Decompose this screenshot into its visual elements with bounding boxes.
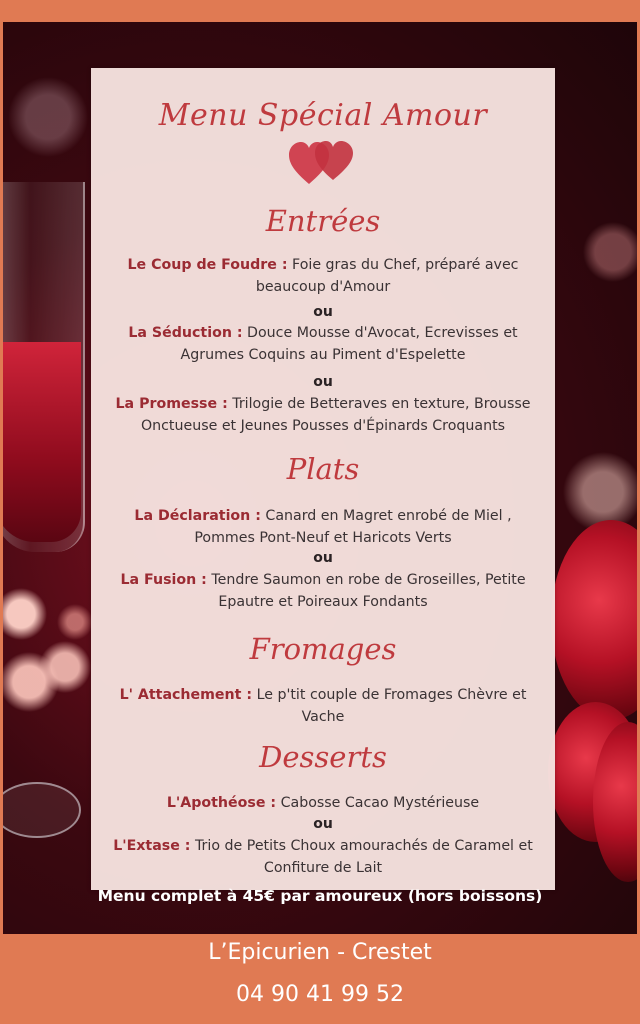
item-label: L' Attachement : [119,687,253,703]
item-desc: Douce Mousse d'Avocat, Ecrevisses et [242,325,518,341]
menu-item [91,505,555,549]
restaurant-name: L’Epicurien - Crestet [208,940,432,965]
item-desc: Pommes Pont-Neuf et Haricots Verts [194,530,452,546]
menu-item [91,835,555,879]
or-separator: ou [313,374,333,390]
menu-item [91,322,555,366]
item-label: L'Apothéose : [166,795,277,811]
menu-title: Menu Spécial Amour [158,98,488,133]
or-separator: ou [313,304,333,320]
item-label: La Déclaration : [134,508,261,524]
hearts-icon [287,138,359,188]
phone-number[interactable]: 04 90 41 99 52 [236,982,404,1007]
rose-image [551,520,637,720]
section-title-desserts: Desserts [259,740,387,774]
item-desc: Confiture de Lait [263,860,383,876]
wine-image [3,342,81,542]
item-desc: Agrumes Coquins au Piment d'Espelette [180,347,466,363]
item-desc: Foie gras du Chef, préparé avec [287,257,519,273]
item-label: La Promesse : [115,396,228,412]
section-title-fromages: Fromages [249,632,397,666]
menu-item [91,569,555,613]
glass-base-image [3,782,81,838]
item-desc: Tendre Saumon en robe de Groseilles, Petite [206,572,526,588]
item-desc: beaucoup d'Amour [255,279,391,295]
menu-item [91,254,555,298]
footer [0,934,640,1024]
item-desc: Vache [301,709,345,725]
item-desc: Trilogie de Betteraves en texture, Brousse [227,396,531,412]
item-label: La Séduction : [128,325,243,341]
item-desc: Canard en Magret enrobé de Miel , [260,508,512,524]
price-text: Menu complet à 45€ par amoureux (hors boissons) [97,887,543,905]
menu-card [91,68,555,890]
top-border [0,0,640,22]
menu-item [91,393,555,437]
section-title-plats: Plats [286,452,360,486]
section-title-entrees: Entrées [265,204,381,238]
or-separator: ou [313,816,333,832]
item-desc: Le p'tit couple de Fromages Chèvre et [252,687,527,703]
item-desc: Trio de Petits Choux amourachés de Caramel et [190,838,533,854]
menu-item [91,684,555,728]
menu-poster [3,22,637,934]
item-label: Le Coup de Foudre : [127,257,288,273]
item-desc: Onctueuse et Jeunes Pousses d'Épinards Croquants [140,418,506,434]
item-desc: Cabosse Cacao Mystérieuse [276,795,480,811]
item-desc: Epautre et Poireaux Fondants [218,594,428,610]
item-label: L'Extase : [113,838,191,854]
or-separator: ou [313,550,333,566]
menu-item [91,792,555,814]
item-label: La Fusion : [120,572,207,588]
